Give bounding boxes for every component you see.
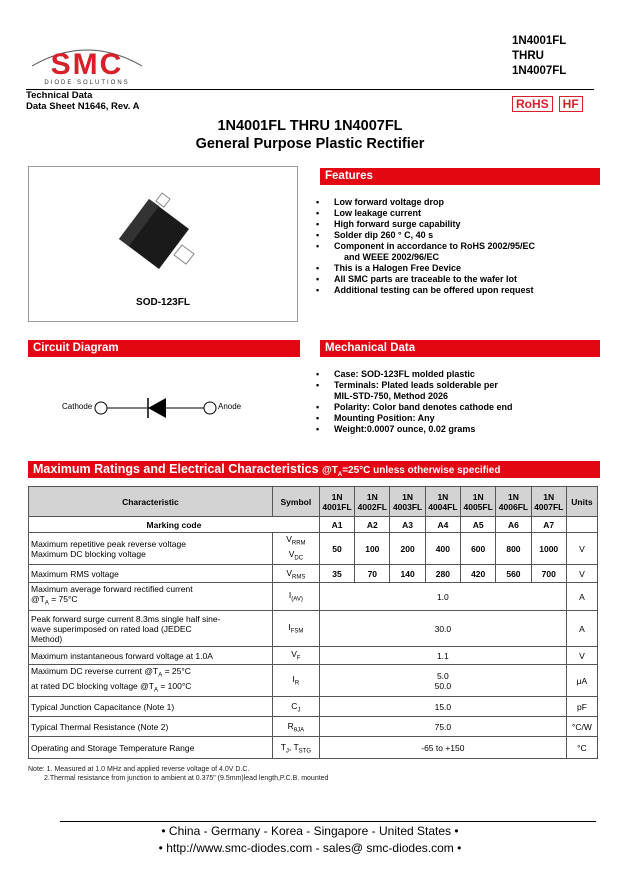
temp-symbol <box>272 737 319 759</box>
col-part <box>496 487 531 517</box>
value-cell: 560 <box>496 565 531 583</box>
part-top: 1N <box>366 491 378 502</box>
col-part <box>425 487 460 517</box>
feature-item: • Additional testing can be offered upon request <box>312 285 535 296</box>
table-header-row <box>29 487 598 517</box>
char-line: Method) <box>31 633 63 644</box>
unit-cell: °C <box>566 737 597 759</box>
sym-sub: FSM <box>290 628 304 635</box>
char-line: @T <box>31 594 45 605</box>
note-line: Note: 1. Measured at 1.0 MHz and applied reverse voltage of 4.0V D.C. <box>28 766 250 773</box>
sym-sub: RMS <box>292 574 306 581</box>
char-line: Maximum DC blocking voltage <box>31 548 146 559</box>
sym: R <box>287 720 294 731</box>
char-sub: A <box>153 687 158 694</box>
unit-cell: A <box>566 611 597 647</box>
vrrm-symbol <box>272 533 319 565</box>
table-row-ifsm <box>29 611 598 647</box>
marking-code: A7 <box>531 517 566 533</box>
sym: V <box>286 534 292 544</box>
anode-label: Anode <box>218 402 242 411</box>
mechanical-item: • Weight:0.0007 ounce, 0.02 grams <box>312 424 513 435</box>
features-list <box>312 197 535 296</box>
marking-code: A4 <box>425 517 460 533</box>
sym-sub: F <box>296 655 301 662</box>
value-cell: 50 <box>319 533 354 565</box>
ifsm-characteristic <box>29 611 273 647</box>
sym: I <box>288 590 292 601</box>
document-title <box>0 117 620 153</box>
datasheet-number: Data Sheet N1646, Rev. A <box>26 101 140 112</box>
temp-characteristic: Operating and Storage Temperature Range <box>29 737 273 759</box>
feature-item: • All SMC parts are traceable to the wafer lot <box>312 274 535 285</box>
vrms-characteristic: Maximum RMS voltage <box>29 565 273 583</box>
sym-sub: R <box>294 681 300 688</box>
package-image-box <box>28 166 298 322</box>
ratings-condition <box>322 465 500 476</box>
part-bottom: 4006FL <box>498 501 529 512</box>
value-cell: 1.1 <box>319 647 566 665</box>
char-line: at rated DC blocking voltage @T <box>31 680 154 691</box>
diode-symbol-icon <box>94 396 218 420</box>
value-cell: 70 <box>355 565 390 583</box>
value-cell: 35 <box>319 565 354 583</box>
ratings-heading-text: Maximum Ratings and Electrical Characteristics <box>33 462 319 476</box>
char-rest: = 25°C <box>162 666 191 677</box>
value-cell: 15.0 <box>319 697 566 717</box>
feature-item: • Low leakage current <box>312 208 535 219</box>
features-heading: Features <box>320 168 600 185</box>
tech-data-line: Technical Data <box>26 90 93 101</box>
value-cell: 700 <box>531 565 566 583</box>
sym-sub: (AV) <box>291 597 303 604</box>
part-line: 1N4001FL <box>512 35 567 47</box>
table-row-cj <box>29 697 598 717</box>
feature-item: • Component in accordance to RoHS 2002/95/EC <box>312 241 535 252</box>
unit-cell: V <box>566 565 597 583</box>
unit-cell: pF <box>566 697 597 717</box>
value-cell <box>319 665 566 697</box>
marking-code: A6 <box>496 517 531 533</box>
value-cell: 75.0 <box>319 717 566 737</box>
tech-data-block <box>26 90 140 112</box>
feature-item: • High forward surge capability <box>312 219 535 230</box>
sym-sub: J <box>297 707 301 714</box>
part-top: 1N <box>331 491 343 502</box>
value-cell: 280 <box>425 565 460 583</box>
value-cell: 1.0 <box>319 583 566 611</box>
part-bottom: 4001FL <box>322 501 352 512</box>
mechanical-list <box>312 369 513 435</box>
marking-code: A3 <box>390 517 425 533</box>
char-sub: A <box>158 672 163 679</box>
part-number-header <box>512 34 566 79</box>
value-cell: 420 <box>461 565 496 583</box>
part-bottom: 4007FL <box>534 501 564 512</box>
ratings-table <box>28 486 598 759</box>
value-cell: -65 to +150 <box>319 737 566 759</box>
col-symbol: Symbol <box>272 487 319 517</box>
value-cell: 200 <box>390 533 425 565</box>
col-units: Units <box>566 487 597 517</box>
value-cell: 100 <box>355 533 390 565</box>
unit-cell: A <box>566 583 597 611</box>
sym: C <box>291 700 298 711</box>
ir-characteristic <box>29 665 273 697</box>
iav-characteristic <box>29 583 273 611</box>
col-part <box>390 487 425 517</box>
value-cell: 30.0 <box>319 611 566 647</box>
compliance-badges <box>512 96 583 112</box>
value-cell: 1000 <box>531 533 566 565</box>
marking-code: A1 <box>319 517 354 533</box>
sym: V <box>286 567 293 578</box>
unit-cell: V <box>566 533 597 565</box>
condition-rest: =25°C unless otherwise specified <box>342 465 501 476</box>
table-row-vrms <box>29 565 598 583</box>
part-bottom: 4002FL <box>357 501 387 512</box>
part-top: 1N <box>543 491 555 502</box>
title-line-1: 1N4001FL THRU 1N4007FL <box>217 118 403 134</box>
ifsm-symbol <box>272 611 319 647</box>
sym: , T <box>288 741 299 752</box>
cj-symbol <box>272 697 319 717</box>
mechanical-item-continuation <box>312 391 513 402</box>
feature-item-continuation <box>312 252 535 263</box>
notes-block <box>28 765 328 783</box>
sym: I <box>292 674 295 685</box>
mechanical-item: • Case: SOD-123FL molded plastic <box>312 369 513 380</box>
condition-text: @T <box>322 465 338 476</box>
mechanical-text: MIL-STD-750, Method 2026 <box>334 391 449 401</box>
part-bottom: 4004FL <box>428 501 458 512</box>
char-rest: = 100°C <box>157 680 192 691</box>
footer <box>0 823 620 857</box>
char-line: Peak forward surge current 8.3ms single half sine- <box>31 613 221 624</box>
feature-item: • This is a Halogen Free Device <box>312 263 535 274</box>
table-row-vf <box>29 647 598 665</box>
cj-characteristic: Typical Junction Capacitance (Note 1) <box>29 697 273 717</box>
part-top: 1N <box>472 491 484 502</box>
footer-contact: • http://www.smc-diodes.com - sales@ smc-diodes.com • <box>158 841 462 855</box>
sym: V <box>291 649 297 660</box>
sym: T <box>280 741 286 752</box>
char-line: Maximum DC reverse current @T <box>31 666 159 677</box>
char-line: wave superimposed on rated load (JEDEC <box>31 623 192 634</box>
char-line: Maximum average forward rectified current <box>31 584 193 595</box>
sym-sub: θJA <box>293 727 305 734</box>
table-row-rth <box>29 717 598 737</box>
sod123fl-package-icon <box>114 189 214 279</box>
part-top: 1N <box>402 491 414 502</box>
ir-symbol <box>272 665 319 697</box>
rth-symbol <box>272 717 319 737</box>
unit-cell: V <box>566 647 597 665</box>
char-rest: = 75°C <box>48 594 78 605</box>
vrrm-characteristic <box>29 533 273 565</box>
title-line-2: General Purpose Plastic Rectifier <box>195 136 425 152</box>
sym-sub: RRM <box>291 540 306 547</box>
table-row-ir <box>29 665 598 697</box>
package-label: SOD-123FL <box>136 297 190 308</box>
halogen-free-badge: HF <box>559 96 583 112</box>
col-part <box>531 487 566 517</box>
vf-characteristic: Maximum instantaneous forward voltage at 1.0A <box>29 647 273 665</box>
logo-text: SMC <box>50 48 124 81</box>
rohs-badge: RoHS <box>512 96 553 112</box>
iav-symbol <box>272 583 319 611</box>
col-part <box>461 487 496 517</box>
part-bottom: 4003FL <box>392 501 423 512</box>
marking-code: A2 <box>355 517 390 533</box>
mechanical-item: • Polarity: Color band denotes cathode end <box>312 402 513 413</box>
feature-text: and WEEE 2002/96/EC <box>344 252 440 262</box>
col-part <box>355 487 390 517</box>
sym-sub: STG <box>298 748 312 755</box>
part-bottom: 4005FL <box>463 501 493 512</box>
char-sub: A <box>44 601 49 608</box>
part-top: 1N <box>437 491 449 502</box>
value-cell: 140 <box>390 565 425 583</box>
col-characteristic: Characteristic <box>29 487 273 517</box>
condition-sub: A <box>337 472 343 478</box>
col-part <box>319 487 354 517</box>
vf-symbol <box>272 647 319 665</box>
sym-sub: J <box>285 748 289 755</box>
footer-divider <box>60 821 596 822</box>
logo-subtitle: DIODE SOLUTIONS <box>44 80 130 86</box>
part-line: THRU <box>512 50 544 62</box>
marking-label: Marking code <box>29 517 320 533</box>
feature-item: • Low forward voltage drop <box>312 197 535 208</box>
table-row-vrrm <box>29 533 598 565</box>
part-line: 1N4007FL <box>512 65 567 77</box>
sym-sub: DC <box>294 555 304 562</box>
note-line: 2.Thermal resistance from junction to ambient at 0.375" (9.5mm)lead length,P.C.B. mounted <box>44 775 329 782</box>
mechanical-data-heading: Mechanical Data <box>320 340 600 357</box>
sym: V <box>288 548 295 559</box>
table-row-iav <box>29 583 598 611</box>
part-top: 1N <box>508 491 519 502</box>
table-row-marking <box>29 517 598 533</box>
cathode-label: Cathode <box>62 402 93 411</box>
char-line: Maximum repetitive peak reverse voltage <box>31 538 186 549</box>
marking-code: A5 <box>461 517 496 533</box>
vrms-symbol <box>272 565 319 583</box>
unit-cell: °C/W <box>566 717 597 737</box>
unit-cell: μA <box>566 665 597 697</box>
rth-characteristic: Typical Thermal Resistance (Note 2) <box>29 717 273 737</box>
ratings-heading <box>28 461 600 478</box>
feature-item: • Solder dip 260 ° C, 40 s <box>312 230 535 241</box>
value-cell: 400 <box>425 533 460 565</box>
mechanical-item: • Mounting Position: Any <box>312 413 513 424</box>
circuit-diagram-heading: Circuit Diagram <box>28 340 300 357</box>
value-line: 50.0 <box>434 680 452 691</box>
value-cell: 600 <box>461 533 496 565</box>
sym: I <box>288 622 291 633</box>
table-row-temperature <box>29 737 598 759</box>
value-cell: 800 <box>496 533 531 565</box>
smc-logo <box>28 40 146 90</box>
empty-cell <box>566 517 597 533</box>
footer-locations: • China - Germany - Korea - Singapore - United States • <box>161 824 459 838</box>
value-line: 5.0 <box>436 670 449 681</box>
mechanical-item: • Terminals: Plated leads solderable per <box>312 380 513 391</box>
